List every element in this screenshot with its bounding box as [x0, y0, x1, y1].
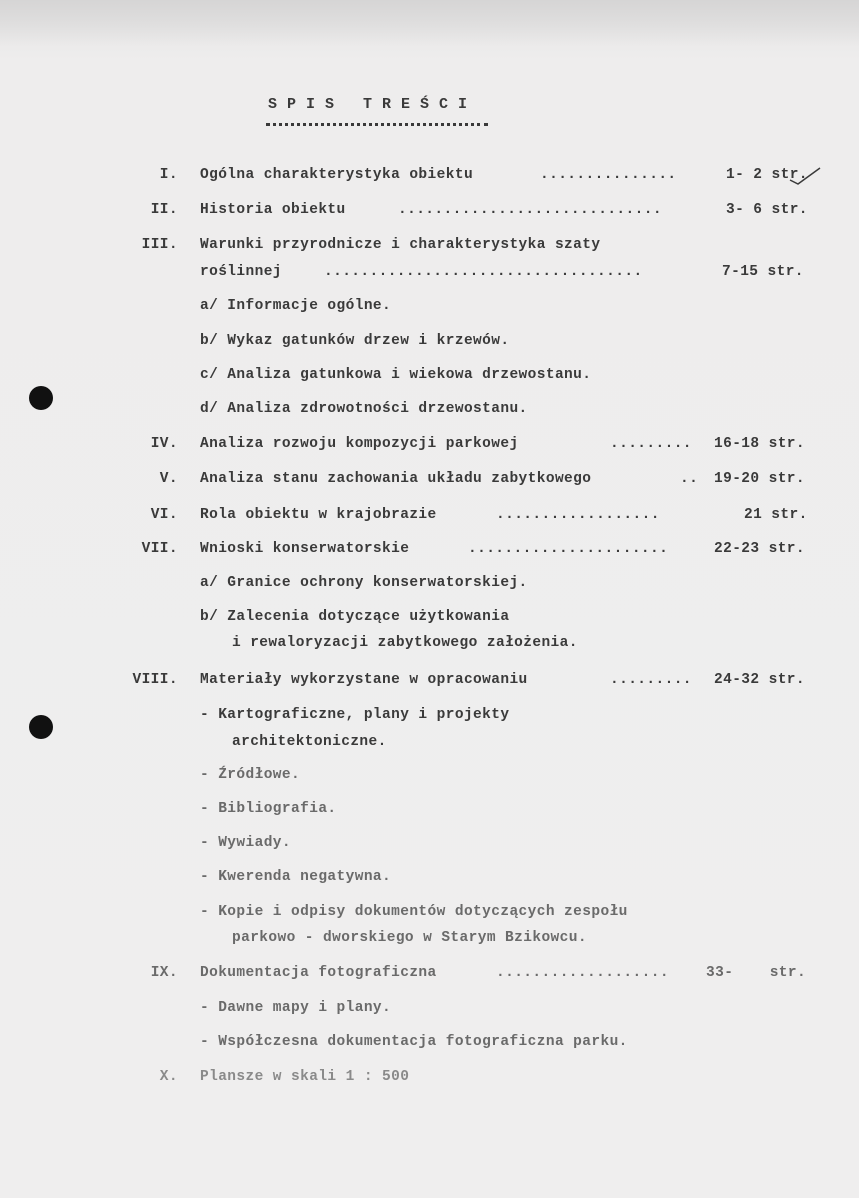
entry-pages: 7-15 str.	[722, 264, 804, 280]
entry-leader-dots: ..	[680, 471, 699, 487]
entry-number: VIII.	[132, 672, 178, 688]
entry-pages: 16-18 str.	[714, 436, 806, 452]
entry-leader-dots: .........	[610, 436, 692, 452]
sub-item: - Dawne mapy i plany.	[200, 1000, 392, 1016]
entry-number: II.	[150, 202, 178, 218]
entry-label: Materiały wykorzystane w opracowaniu	[200, 672, 528, 688]
entry-leader-dots: .............................	[398, 202, 662, 218]
entry-number: III.	[141, 237, 178, 253]
punch-hole	[29, 386, 53, 410]
sub-item: - Kopie i odpisy dokumentów dotyczących zespołu	[200, 904, 628, 920]
entry-label: Warunki przyrodnicze i charakterystyka szaty	[200, 237, 601, 253]
entry-pages: 19-20 str.	[714, 471, 806, 487]
title-underline	[266, 123, 488, 126]
entry-label: Dokumentacja fotograficzna	[200, 965, 437, 981]
sub-item: - Współczesna dokumentacja fotograficzna parku.	[200, 1034, 628, 1050]
check-mark-icon	[788, 166, 822, 186]
entry-pages: 3- 6 str.	[726, 202, 808, 218]
sub-item: b/ Zalecenia dotyczące użytkowania	[200, 609, 510, 625]
sub-item: a/ Granice ochrony konserwatorskiej.	[200, 575, 528, 591]
punch-hole	[29, 715, 53, 739]
entry-label: Rola obiektu w krajobrazie	[200, 507, 437, 523]
sub-item: - Kwerenda negatywna.	[200, 869, 392, 885]
sub-item-continued: architektoniczne.	[232, 734, 387, 750]
entry-label: Analiza rozwoju kompozycji parkowej	[200, 436, 519, 452]
sub-item-continued: parkowo - dworskiego w Starym Bzikowcu.	[232, 930, 587, 946]
sub-item: - Wywiady.	[200, 835, 292, 851]
sub-item: - Kartograficzne, plany i projekty	[200, 707, 510, 723]
sub-item: c/ Analiza gatunkowa i wiekowa drzewostanu.	[200, 367, 592, 383]
entry-label: Plansze w skali 1 : 500	[200, 1069, 410, 1085]
sub-item-continued: i rewaloryzacji zabytkowego założenia.	[232, 635, 578, 651]
sub-item: a/ Informacje ogólne.	[200, 298, 392, 314]
entry-leader-dots: ......................	[468, 541, 669, 557]
entry-leader-dots: ...............	[540, 167, 677, 183]
entry-label-continued: roślinnej	[200, 264, 282, 280]
entry-number: X.	[159, 1069, 178, 1085]
sub-item: b/ Wykaz gatunków drzew i krzewów.	[200, 333, 510, 349]
entry-label: Historia obiektu	[200, 202, 346, 218]
entry-pages: 33- str.	[706, 965, 807, 981]
entry-pages: 22-23 str.	[714, 541, 806, 557]
entry-leader-dots: .........	[610, 672, 692, 688]
page-title: SPIS TREŚCI	[268, 96, 478, 113]
entry-number: I.	[159, 167, 178, 183]
entry-number: IV.	[150, 436, 178, 452]
entry-label: Ogólna charakterystyka obiektu	[200, 167, 474, 183]
entry-number: VII.	[141, 541, 178, 557]
entry-number: VI.	[150, 507, 178, 523]
entry-leader-dots: ..................	[496, 507, 660, 523]
scan-shadow	[0, 0, 859, 46]
sub-item: - Bibliografia.	[200, 801, 337, 817]
entry-number: V.	[159, 471, 178, 487]
entry-pages: 24-32 str.	[714, 672, 806, 688]
entry-leader-dots: ...................	[496, 965, 669, 981]
sub-item: d/ Analiza zdrowotności drzewostanu.	[200, 401, 528, 417]
entry-leader-dots: ...................................	[324, 264, 643, 280]
entry-number: IX.	[150, 965, 178, 981]
sub-item: - Źródłowe.	[200, 767, 301, 783]
entry-pages: 1- 2 str.	[726, 167, 808, 183]
entry-pages: 21 str.	[744, 507, 808, 523]
entry-label: Analiza stanu zachowania układu zabytkowego	[200, 471, 592, 487]
entry-label: Wnioski konserwatorskie	[200, 541, 410, 557]
